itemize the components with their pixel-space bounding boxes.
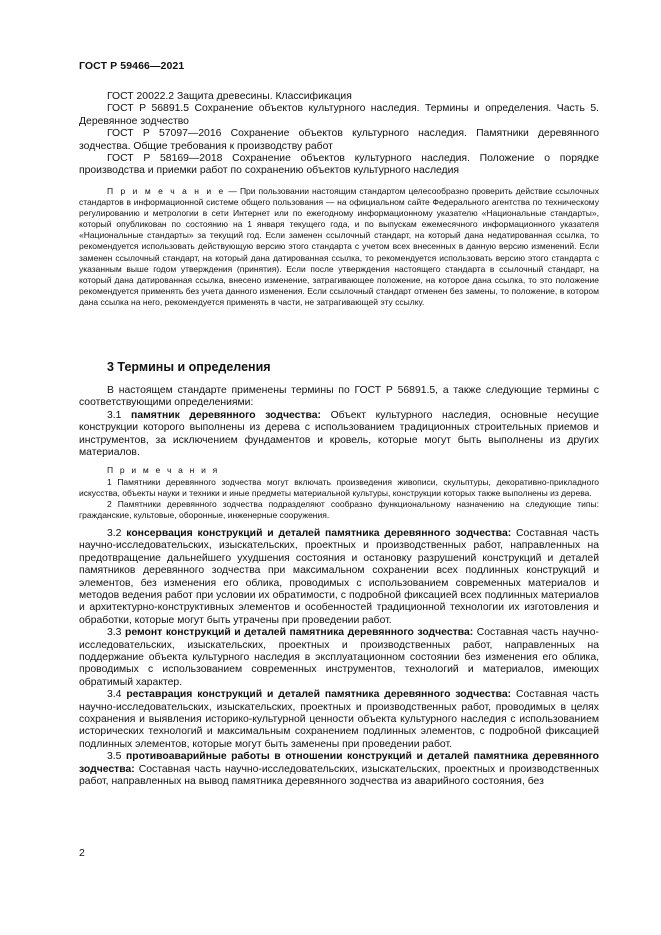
term-name: консервация конструкций и деталей памятника деревянного зодчества: [126,527,512,539]
note-item: 1 Памятники деревянного зодчества могут включать произведения живописи, скульптуры, декоративно-прикладного искусства, объекты науки и техники и иные предметы материальной культуры, конструкции которых также выполнены из дерева. [79,476,599,498]
term-number: 3.2 [107,527,127,539]
term-definition: Составная часть научно-исследовательских, изыскательских, проектных и производственных работ, направленных на поддержание объекта культурного наследия в эксплуатационном состоянии без изменения его облика, проводимых с использованием современных инструментов, технологий и материалов, имеющих обратимый характер. [79,627,599,688]
term-entry-3-5 [79,751,599,788]
note-text: — При пользовании настоящим стандартом целесообразно проверить действие ссылочных стандартов в информационной системе общего пользования — на официальном сайте Федерального агентства по техническому регулированию и метрологии в сети Интернет или по ежегодному информационному указателю «Национальные стандарты», который опубликован по состоянию на 1 января текущего года, и по выпускам ежемесячного информационного указателя «Национальные стандарты» за текущий год. Если заменен ссылочный стандарт, на который дана недатированная ссылка, то рекомендуется использовать действующую версию этого стандарта с учетом всех внесенных в данную версию изменений. Если заменен ссылочный стандарт, на который дана датированная ссылка, то рекомендуется использовать версию этого стандарта с указанным выше годом утверждения (принятия). Если после утверждения настоящего стандарта в ссылочный стандарт, на который дана датированная ссылка, внесено изменение, затрагивающее положение, на которое дана ссылка, то это положение рекомендуется применять без учета данного изменения. Если ссылочный стандарт отменен без замены, то положение, в котором дана ссылка на него, рекомендуется применять в части, не затрагивающей эту ссылку. [79,186,599,307]
term-definition: Составная часть научно-исследовательских, изыскательских, проектных и производственных работ, направленных на предотвращение дальнейшего ухудшения состояния и остановку разрушений конструкций и деталей памятников деревянного зодчества при максимальном сохранении всех подлинных конструкций и элементов, без изменения его облика, проводимых с использованием современных материалов и методов ведения работ при условии их обратимости, с подробной фиксацией всех подлинных материалов и архитектурно-конструктивных элементов и особенностей традиционной технологии их изготовления и обработки, которые могут быть утрачены при проведении работ. [79,527,599,626]
note-paragraph [79,186,599,308]
term-definition: Объект культурного наследия, основные несущие конструкции которого выполнены из дерева с использованием традиционных строительных приемов и инструментов, за исключением фундаментов и кровель, которые могут быть выполнены из других материалов. [79,409,599,459]
term-name: противоаварийные работы в отношении конструкций и деталей памятника деревянного зодчества: [79,751,599,775]
term-definition: Составная часть научно-исследовательских, изыскательских, проектных и производственных работ, направленных на вывод памятника деревянного зодчества из аварийного состояния, без [79,763,599,788]
term-number: 3.3 [107,627,126,639]
term-number: 3.5 [107,751,126,763]
standard-code-header: ГОСТ Р 59466—2021 [79,60,185,72]
note-label: П р и м е ч а н и е [107,186,226,196]
reference-item: ГОСТ 20022.2 Защита древесины. Классификация [107,91,352,102]
reference-item: ГОСТ Р 58169—2018 Сохранение объектов культурного наследия. Положение о порядке производства и приемки работ по сохранению объектов культурного наследия [79,153,599,177]
reference-item: ГОСТ Р 56891.5 Сохранение объектов культурного наследия. Термины и определения. Часть 5. Деревянное зодчество [79,103,599,127]
term-name: ремонт конструкций и деталей памятника деревянного зодчества: [125,627,474,639]
section-intro: В настоящем стандарте применены термины по ГОСТ Р 56891.5, а также следующие термины с соответствующими определениями: [79,385,599,409]
reference-item: ГОСТ Р 57097—2016 Сохранение объектов культурного наследия. Памятники деревянного зодчества. Общие требования к производству работ [79,128,599,152]
term-number: 3.4 [107,689,127,701]
normative-references [79,91,599,178]
term-entry-3-3 [79,627,599,689]
section-heading: 3 Термины и определения [107,360,271,374]
references-note [79,186,599,308]
note-item: 2 Памятники деревянного зодчества подразделяют сообразно функциональному назначению на следующие типы: гражданские, культовые, оборонные, инженерные сооружения. [79,498,599,520]
term-definition: Составная часть научно-исследовательских, изыскательских, проектных и производственных работ, проводимых в целях сохранения и выявления историко-культурной ценности объекта культурного наследия с использованием исторических технологий и максимальным сохранением подлинных элементов, с подробной фиксацией подлинных элементов, которые могут быть заменены при проведении работ. [79,689,599,750]
page-number: 2 [79,847,85,859]
terms-section [79,385,599,788]
term-name: памятник деревянного зодчества: [131,409,321,421]
term-name: реставрация конструкций и деталей памятника деревянного зодчества: [126,689,512,701]
term-number: 3.1 [107,409,132,421]
term-entry-3-1 [79,410,599,460]
notes-label: П р и м е ч а н и я [107,465,220,476]
term-entry-3-2 [79,528,599,627]
term-entry-3-4 [79,689,599,751]
